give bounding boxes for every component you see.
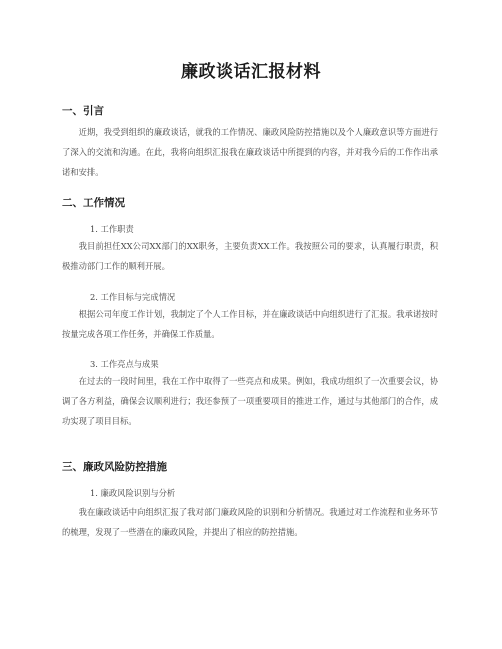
highlights-results-paragraph: 在过去的一段时间里，我在工作中取得了一些亮点和成果。例如，我成功组织了一次重要会议，协调了各方利益，确保会议顺利进行；我还参预了一项重要项目的推进工作，通过与其他部门的合作，成功实现了项目目标。 (62, 376, 438, 426)
subheading-risk-identification: 1. 廉政风险识别与分析 (90, 488, 176, 498)
subheading-job-duties: 1. 工作职责 (90, 224, 134, 234)
subheading-goals-completion: 2. 工作目标与完成情况 (90, 292, 176, 302)
section-heading-work-status: 二、工作情况 (62, 197, 125, 209)
section-heading-introduction: 一、引言 (62, 105, 104, 117)
job-duties-paragraph: 我目前担任XX公司XX部门的XX职务，主要负责XX工作。我按照公司的要求，认真履行职责，积极推动部门工作的顺利开展。 (62, 241, 438, 271)
section-heading-risk-prevention: 三、廉政风险防控措施 (62, 461, 167, 473)
document-title: 廉政谈话汇报材料 (181, 62, 321, 82)
subheading-highlights-results: 3. 工作亮点与成果 (90, 359, 159, 369)
introduction-paragraph: 近期，我受到组织的廉政谈话，就我的工作情况、廉政风险防控措施以及个人廉政意识等方面进行了深入的交流和沟通。在此，我将向组织汇报我在廉政谈话中所提到的内容，并对我今后的工作作出承诺和安排。 (62, 127, 438, 177)
risk-identification-paragraph: 我在廉政谈话中向组织汇报了我对部门廉政风险的识别和分析情况。我通过对工作流程和业务环节的梳理，发现了一些潜在的廉政风险，并提出了相应的防控措施。 (62, 507, 438, 537)
goals-completion-paragraph: 根据公司年度工作计划，我制定了个人工作目标，并在廉政谈话中向组织进行了汇报。我承诺按时按量完成各项工作任务，并确保工作质量。 (62, 309, 438, 339)
